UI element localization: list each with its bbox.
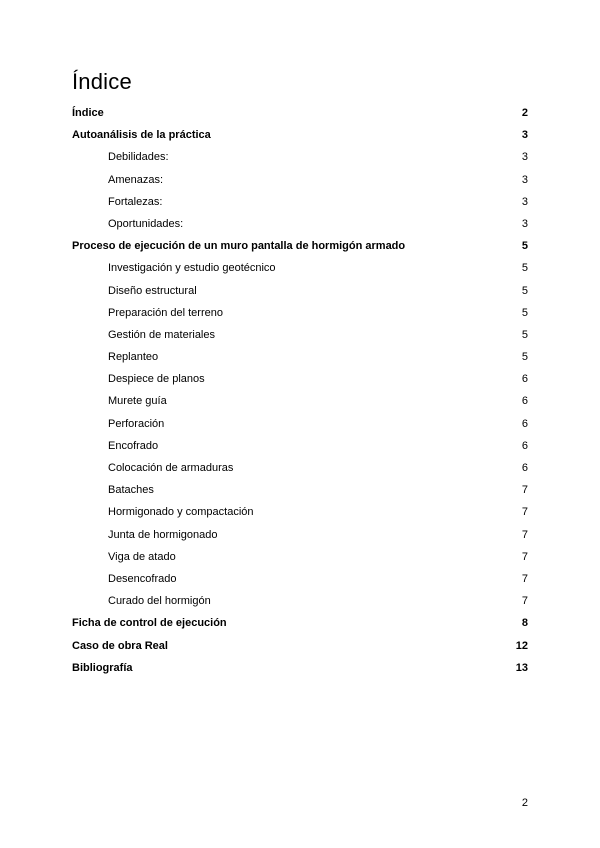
toc-entry-page-number: 6 [521,395,528,408]
toc-entry-page-number: 6 [521,462,528,474]
toc-entry-subsection[interactable] [72,501,528,523]
toc-entry-subsection[interactable] [72,457,528,479]
toc-entry-section[interactable] [72,235,528,257]
toc-entry-subsection[interactable] [72,191,528,213]
toc-entry-subsection[interactable] [72,413,528,435]
toc-entry-label: Bibliografía [72,661,133,674]
toc-entry-page-number: 3 [521,129,528,142]
toc-entry-subsection[interactable] [72,146,528,168]
toc-entry-label: Viga de atado [108,550,176,563]
toc-entry-subsection[interactable] [72,169,528,191]
toc-entry-label: Hormigonado y compactación [108,506,254,519]
toc-entry-page-number: 3 [521,151,528,164]
toc-entry-page-number: 6 [521,417,528,430]
toc-entry-subsection[interactable] [72,302,528,324]
toc-entry-page-number: 5 [521,262,528,275]
toc-entry-page-number: 12 [515,639,528,652]
toc-entry-label: Murete guía [108,395,167,408]
toc-entry-label: Caso de obra Real [72,639,168,652]
toc-entry-page-number: 7 [521,506,528,519]
toc-entry-label: Ficha de control de ejecución [72,617,227,630]
toc-entry-subsection[interactable] [72,568,528,590]
toc-entry-subsection[interactable] [72,257,528,279]
table-of-contents [72,102,528,679]
toc-entry-section[interactable] [72,612,528,634]
toc-entry-label: Bataches [108,484,154,497]
toc-entry-subsection[interactable] [72,346,528,368]
toc-entry-subsection[interactable] [72,479,528,501]
toc-entry-subsection[interactable] [72,435,528,457]
toc-entry-page-number: 3 [521,217,528,230]
toc-entry-subsection[interactable] [72,390,528,412]
toc-entry-subsection[interactable] [72,524,528,546]
toc-entry-label: Despiece de planos [108,373,205,386]
toc-entry-label: Replanteo [108,351,159,364]
toc-entry-page-number: 6 [521,439,528,452]
toc-entry-page-number: 7 [521,595,528,608]
toc-entry-label: Debilidades: [108,151,169,164]
toc-entry-label: Gestión de materiales [108,328,215,341]
toc-entry-subsection[interactable] [72,590,528,612]
toc-entry-label: Amenazas: [108,173,164,186]
toc-entry-page-number: 7 [521,528,528,541]
toc-entry-section[interactable] [72,635,528,657]
toc-entry-label: Oportunidades: [108,217,184,230]
toc-entry-label: Junta de hormigonado [108,528,218,541]
toc-entry-subsection[interactable] [72,324,528,346]
toc-entry-page-number: 5 [521,351,528,364]
toc-entry-page-number: 2 [521,107,528,119]
toc-entry-label: Diseño estructural [108,284,197,297]
toc-entry-section[interactable] [72,102,528,124]
toc-entry-label: Encofrado [108,439,159,452]
toc-entry-label: Perforación [108,417,165,430]
toc-entry-label: Fortalezas: [108,195,163,208]
toc-entry-section[interactable] [72,124,528,146]
toc-entry-page-number: 5 [521,240,528,253]
page-number: 2 [521,797,528,809]
toc-entry-label: Índice [72,107,104,119]
toc-entry-label: Preparación del terreno [108,306,223,319]
toc-entry-page-number: 5 [521,306,528,319]
toc-entry-page-number: 8 [521,617,528,630]
toc-entry-page-number: 3 [521,195,528,208]
toc-entry-page-number: 7 [521,572,528,585]
toc-entry-label: Investigación y estudio geotécnico [108,262,276,275]
toc-entry-subsection[interactable] [72,546,528,568]
toc-entry-section[interactable] [72,657,528,679]
toc-entry-label: Curado del hormigón [108,595,211,608]
toc-entry-label: Autoanálisis de la práctica [72,129,211,142]
toc-entry-subsection[interactable] [72,368,528,390]
page-title: Índice [72,69,132,94]
toc-entry-label: Proceso de ejecución de un muro pantalla de hormigón armado [72,240,406,253]
toc-entry-page-number: 7 [521,550,528,563]
toc-entry-page-number: 5 [521,284,528,297]
toc-entry-page-number: 13 [515,661,528,674]
toc-entry-page-number: 7 [521,484,528,497]
toc-entry-page-number: 5 [521,328,528,341]
toc-entry-label: Colocación de armaduras [108,462,234,474]
toc-entry-subsection[interactable] [72,280,528,302]
toc-entry-page-number: 3 [521,173,528,186]
toc-entry-label: Desencofrado [108,572,177,585]
toc-entry-page-number: 6 [521,373,528,386]
toc-entry-subsection[interactable] [72,213,528,235]
